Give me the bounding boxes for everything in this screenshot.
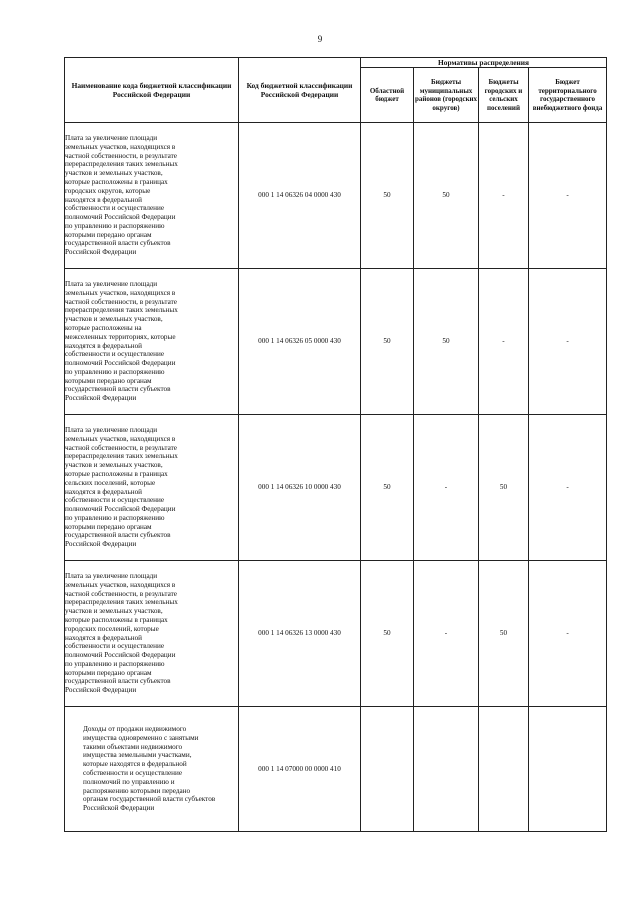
row-name-line: которыми передано органам — [65, 230, 152, 239]
row-name-line: которые находятся в федеральной — [83, 760, 187, 769]
row-regional — [361, 707, 414, 832]
row-city: 50 — [479, 561, 529, 707]
row-name-line: находятся в федеральной — [65, 195, 143, 204]
row-municipal: - — [414, 415, 479, 561]
row-city: 50 — [479, 415, 529, 561]
row-code: 000 1 14 06326 05 0000 430 — [239, 269, 361, 415]
row-fund: - — [529, 269, 607, 415]
row-name-line: Доходы от продажи недвижимого — [83, 725, 187, 734]
row-name-line: Плата за увеличение площади — [65, 572, 158, 581]
row-name — [65, 415, 239, 561]
row-regional: 50 — [361, 269, 414, 415]
row-name-line: которые расположены в границах — [65, 615, 168, 624]
row-municipal — [414, 707, 479, 832]
row-city: - — [479, 123, 529, 269]
row-name-line: собственности и осуществление — [65, 204, 165, 213]
row-name-line: полномочий Российской Федерации — [65, 359, 176, 368]
row-name-line: перераспределения таких земельных — [65, 598, 178, 607]
row-name-line: государственной власти субъектов — [65, 677, 171, 686]
row-fund: - — [529, 123, 607, 269]
row-name-line: городских поселений, которые — [65, 624, 159, 633]
row-name-line: межселенных территориях, которые — [65, 332, 176, 341]
row-fund: - — [529, 415, 607, 561]
row-name-line: имущества земельными участками, — [83, 751, 192, 760]
row-name-line: участков и земельных участков, — [65, 461, 163, 470]
row-name — [65, 707, 239, 832]
row-name-line: полномочий Российской Федерации — [65, 651, 176, 660]
row-code: 000 1 14 06326 04 0000 430 — [239, 123, 361, 269]
row-name-line: находятся в федеральной — [65, 633, 143, 642]
row-name-line: собственности и осуществление — [65, 350, 165, 359]
row-name-line: собственности и осуществление — [83, 769, 183, 778]
row-name-line: полномочий по управлению и — [83, 777, 175, 786]
row-name-line: земельных участков, находящихся в — [65, 434, 176, 443]
header-name: Наименование кода бюджетной классификации Российской Федерации — [65, 58, 239, 123]
row-name-line: которые расположены в границах — [65, 469, 168, 478]
row-name-line: Российской Федерации — [65, 540, 137, 549]
row-name — [65, 123, 239, 269]
row-name-line: по управлению и распоряжению — [65, 513, 165, 522]
row-municipal: 50 — [414, 123, 479, 269]
row-name-line: собственности и осуществление — [65, 642, 165, 651]
row-name-line: полномочий Российской Федерации — [65, 213, 176, 222]
row-name-line: Российской Федерации — [65, 394, 137, 403]
table-row — [65, 561, 607, 707]
header-city: Бюджеты городских и сельских поселений — [479, 68, 529, 123]
row-name-line: Российской Федерации — [65, 248, 137, 257]
row-code: 000 1 14 06326 13 0000 430 — [239, 561, 361, 707]
row-name-line: которыми передано органам — [65, 376, 152, 385]
row-name-line: земельных участков, находящихся в — [65, 142, 176, 151]
row-name-line: земельных участков, находящихся в — [65, 580, 176, 589]
row-name — [65, 561, 239, 707]
row-regional: 50 — [361, 123, 414, 269]
page-number: 9 — [317, 34, 323, 44]
distribution-table — [64, 57, 607, 832]
row-name-line: частной собственности, в результате — [65, 151, 177, 160]
row-name-line: по управлению и распоряжению — [65, 221, 165, 230]
row-fund — [529, 707, 607, 832]
row-name-line: Российской Федерации — [83, 804, 155, 813]
header-municipal: Бюджеты муниципальных районов (городских округов) — [414, 68, 479, 123]
row-name-line: Плата за увеличение площади — [65, 280, 158, 289]
row-name-line: имущества одновременно с занятыми — [83, 733, 199, 742]
row-name-line: частной собственности, в результате — [65, 297, 177, 306]
row-name-line: находятся в федеральной — [65, 341, 143, 350]
table-row — [65, 415, 607, 561]
row-name-line: Российской Федерации — [65, 686, 137, 695]
table-row — [65, 123, 607, 269]
row-name-line: которыми передано органам — [65, 522, 152, 531]
row-name-line: по управлению и распоряжению — [65, 659, 165, 668]
row-name-line: распоряжению которыми передано — [83, 786, 191, 795]
row-name-line: которые расположены в границах — [65, 177, 168, 186]
row-name-line: перераспределения таких земельных — [65, 306, 178, 315]
row-fund: - — [529, 561, 607, 707]
row-name-line: частной собственности, в результате — [65, 443, 177, 452]
row-name-line: земельных участков, находящихся в — [65, 288, 176, 297]
row-regional: 50 — [361, 561, 414, 707]
header-fund: Бюджет территориального государственного внебюджетного фонда — [529, 68, 607, 123]
row-name-line: участков и земельных участков, — [65, 169, 163, 178]
header-regional: Областной бюджет — [361, 68, 414, 123]
row-municipal: 50 — [414, 269, 479, 415]
row-code: 000 1 14 07000 00 0000 410 — [239, 707, 361, 832]
header-distribution-group: Нормативы распределения — [361, 58, 607, 68]
row-name-line: городских округов, которые — [65, 186, 151, 195]
row-city — [479, 707, 529, 832]
row-name — [65, 269, 239, 415]
row-name-line: собственности и осуществление — [65, 496, 165, 505]
row-name-line: государственной власти субъектов — [65, 239, 171, 248]
row-name-line: участков и земельных участков, — [65, 315, 163, 324]
row-name-line: Плата за увеличение площади — [65, 134, 158, 143]
row-name-line: органам государственной власти субъектов — [83, 795, 216, 804]
row-name-line: перераспределения таких земельных — [65, 160, 178, 169]
row-code: 000 1 14 06326 10 0000 430 — [239, 415, 361, 561]
row-municipal: - — [414, 561, 479, 707]
row-regional: 50 — [361, 415, 414, 561]
row-name-line: такими объектами недвижимого — [83, 742, 183, 751]
row-name-line: участков и земельных участков, — [65, 607, 163, 616]
row-name-line: государственной власти субъектов — [65, 385, 171, 394]
table-row — [65, 269, 607, 415]
row-name-line: государственной власти субъектов — [65, 531, 171, 540]
table-row — [65, 707, 607, 832]
row-name-line: которыми передано органам — [65, 668, 152, 677]
row-name-line: перераспределения таких земельных — [65, 452, 178, 461]
row-name-line: находятся в федеральной — [65, 487, 143, 496]
row-name-line: по управлению и распоряжению — [65, 367, 165, 376]
row-city: - — [479, 269, 529, 415]
row-name-line: Плата за увеличение площади — [65, 426, 158, 435]
row-name-line: сельских поселений, которые — [65, 478, 156, 487]
row-name-line: полномочий Российской Федерации — [65, 505, 176, 514]
row-name-line: частной собственности, в результате — [65, 589, 177, 598]
header-code: Код бюджетной классификации Российской Федерации — [239, 58, 361, 123]
row-name-line: которые расположены на — [65, 323, 142, 332]
